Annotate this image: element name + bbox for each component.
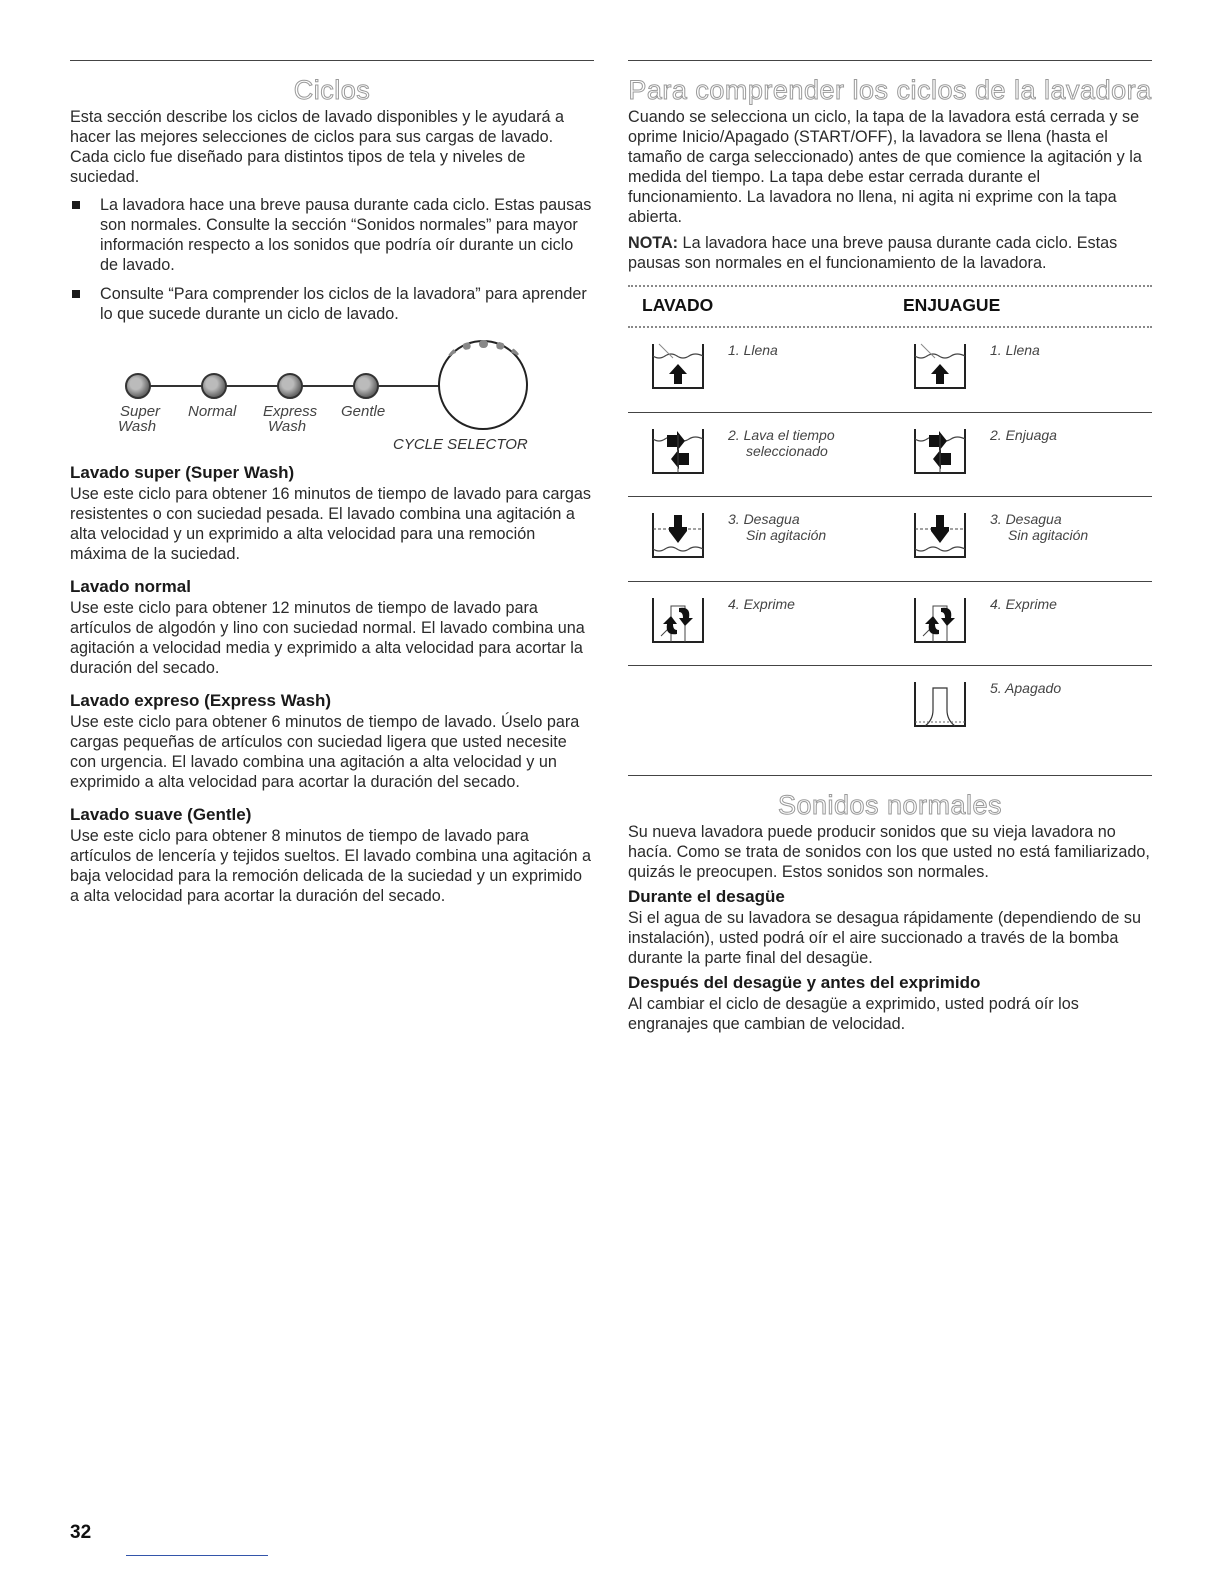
col-wash: LAVADO xyxy=(642,295,714,315)
cycle-title: Lavado suave (Gentle) xyxy=(70,805,252,824)
step-label: 3. Desagua xyxy=(728,511,800,527)
comprender-intro: Cuando se selecciona un ciclo, la tapa de la lavadora está cerrada y se oprime Inicio/Apagado (START/OFF), la lavadora se llena (hasta el tamaño de carga seleccionado) antes de que comience la agitación y la medida del tiempo. La tapa debe estar cerrada durante el funcionamiento. La lavadora no llena, ni agita ni exprime con la tapa abierta. xyxy=(628,108,1142,226)
cycle-table xyxy=(628,328,1152,751)
sound-title: Durante el desagüe xyxy=(628,886,785,906)
fill-icon xyxy=(649,342,707,392)
cycle-table-header xyxy=(628,295,1152,316)
agitate-icon xyxy=(911,427,969,477)
table-row xyxy=(628,497,1152,582)
drain-icon xyxy=(649,511,707,561)
page-number: 32 xyxy=(70,1522,92,1543)
cycle-text: Use este ciclo para obtener 6 minutos de tiempo de lavado. Úselo para cargas pequeñas de artículos con suciedad ligera que usted necesite con urgencia. El lavado combina una agitación a alta velocidad y un exprimido a alta velocidad para acortar la duración del secado. xyxy=(70,713,580,791)
cycle-selector-caption: CYCLE SELECTOR xyxy=(393,436,528,453)
step-sublabel: seleccionado xyxy=(746,442,828,459)
section-rule xyxy=(70,60,594,61)
knob-super-wash-icon xyxy=(125,373,151,399)
note xyxy=(628,233,1152,273)
selector-label: Normal xyxy=(188,403,237,420)
table-row xyxy=(628,582,1152,667)
sound-title: Después del desagüe y antes del exprimido xyxy=(628,972,981,992)
spin-icon xyxy=(911,596,969,646)
left-column xyxy=(70,60,594,906)
step-label: 1. Llena xyxy=(728,342,778,358)
knob-express-wash-icon xyxy=(277,373,303,399)
cycle-text: Use este ciclo para obtener 12 minutos de tiempo de lavado para artículos de algodón y lino con suciedad normal. El lavado combina una agitación a velocidad media y exprimido a alta velocidad para acortar la duración del secado. xyxy=(70,599,585,677)
off-icon xyxy=(911,680,969,730)
section-rule xyxy=(628,60,1152,61)
cycle-text: Use este ciclo para obtener 16 minutos de tiempo de lavado para cargas resistentes o con suciedad pesada. El lavado combina una agitación a alta velocidad y un exprimido a alta velocidad para una remoción máxima de la suciedad. xyxy=(70,485,592,563)
step-label: 4. Exprime xyxy=(990,595,1057,612)
cycle-block xyxy=(70,576,594,678)
note-label: NOTA: xyxy=(628,234,679,252)
drain-icon xyxy=(911,511,969,561)
note-text: La lavadora hace una breve pausa durante cada ciclo. Estas pausas son normales en el funcionamiento de la lavadora. xyxy=(628,234,1118,272)
step-label: 2. Lava el tiempo xyxy=(728,426,835,443)
selector-label: Wash xyxy=(268,418,307,435)
cycle-title: Lavado super (Super Wash) xyxy=(70,463,295,482)
fill-icon xyxy=(911,342,969,392)
sonidos-intro: Su nueva lavadora puede producir sonidos que su vieja lavadora no hacía. Como se trata de sonidos con los que usted no está familiarizado, quizás le preocupen. Estos sonidos son normales. xyxy=(628,822,1150,881)
step-sublabel: Sin agitación xyxy=(746,527,827,543)
cycle-dial-icon xyxy=(438,340,528,430)
sound-block xyxy=(628,972,1152,1034)
section-title-sonidos: Sonidos normales xyxy=(777,789,1003,820)
table-row xyxy=(628,666,1152,751)
cycle-text: Use este ciclo para obtener 8 minutos de tiempo de lavado para artículos de lencería y tejidos sueltos. El lavado combina una agitación a baja velocidad para la remoción delicada de la suciedad y un exprimido a alta velocidad para acortar la duración del secado. xyxy=(70,827,592,905)
sound-text: Al cambiar el ciclo de desagüe a exprimido, usted podrá oír los engranajes que cambian de velocidad. xyxy=(628,994,1079,1033)
section-title-comprender: Para comprender los ciclos de la lavadora xyxy=(628,75,1152,105)
step-label: 1. Llena xyxy=(990,342,1040,358)
selector-label: Gentle xyxy=(341,403,386,420)
step-label: 5. Apagado xyxy=(990,680,1062,696)
sound-text: Si el agua de su lavadora se desagua rápidamente (dependiendo de su instalación), usted podrá oír el aire succionado a través de la bomba durante la parte final del desagüe. xyxy=(628,908,1141,967)
sound-block xyxy=(628,886,1152,968)
section-title-ciclos: Ciclos xyxy=(293,75,371,105)
selector-label: Wash xyxy=(118,418,157,435)
selector-label: Express xyxy=(263,403,318,420)
right-column xyxy=(628,60,1152,1034)
cycle-title: Lavado normal xyxy=(70,577,191,596)
step-label: 3. Desagua xyxy=(990,511,1062,527)
knob-gentle-icon xyxy=(353,373,379,399)
list-item: Consulte “Para comprender los ciclos de la lavadora” para aprender lo que sucede durante un ciclo de lavado. xyxy=(70,284,594,324)
selector-label: Super xyxy=(120,403,161,420)
section-rule xyxy=(628,775,1152,776)
col-rinse: ENJUAGUE xyxy=(903,295,1001,315)
ciclos-intro: Esta sección describe los ciclos de lavado disponibles y le ayudará a hacer las mejores selecciones de ciclos para sus cargas de lavado. Cada ciclo fue diseñado para distintos tipos de tela y niveles de suciedad. xyxy=(70,108,564,186)
agitate-icon xyxy=(649,427,707,477)
footer-rule xyxy=(126,1555,268,1556)
table-row xyxy=(628,328,1152,413)
knob-normal-icon xyxy=(201,373,227,399)
cycle-block xyxy=(70,690,594,792)
step-label: 2. Enjuaga xyxy=(990,426,1057,443)
spin-icon xyxy=(649,596,707,646)
cycle-block xyxy=(70,804,594,906)
cycle-title: Lavado expreso (Express Wash) xyxy=(70,691,332,710)
list-item: La lavadora hace una breve pausa durante cada ciclo. Estas pausas son normales. Consulte la sección “Sonidos normales” para mayor información respecto a los sonidos que podría oír durante un ciclo de lavado. xyxy=(70,195,594,275)
cycle-block xyxy=(70,462,594,564)
step-label: 4. Exprime xyxy=(728,595,795,612)
table-row xyxy=(628,413,1152,498)
cycle-selector-diagram xyxy=(70,340,594,458)
step-sublabel: Sin agitación xyxy=(1008,527,1089,543)
